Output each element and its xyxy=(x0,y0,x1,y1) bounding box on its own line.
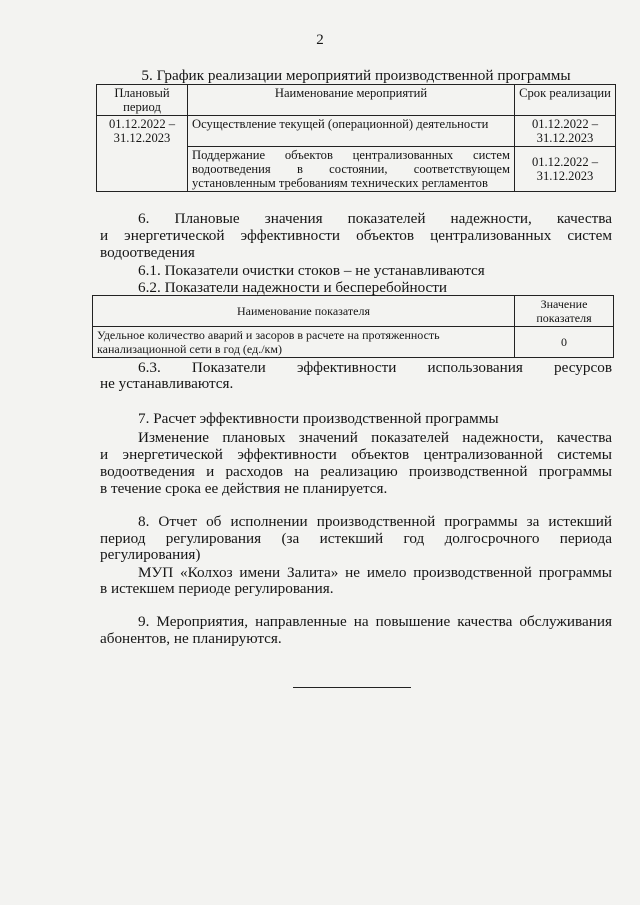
schedule-table xyxy=(96,84,616,192)
table-row xyxy=(97,116,616,147)
indicator-value-cell: 0 xyxy=(515,327,614,358)
section6-item-2: 6.2. Показатели надежности и бесперебойности xyxy=(138,279,448,296)
section6-item-3-line2: не устанавливаются. xyxy=(100,375,234,392)
indicator-name-cell: Удельное количество аварий и засоров в расчете на протяженность канализационной сети в год (ед./км) xyxy=(93,327,515,358)
header-activity: Наименование мероприятий xyxy=(188,85,515,116)
section7-line1: Изменение плановых значений показателей надежности, качества xyxy=(138,429,612,446)
term-cell: 01.12.2022 – 31.12.2023 xyxy=(515,116,616,147)
section6-title-line2: и энергетической эффективности объектов централизованных систем xyxy=(100,227,612,244)
reliability-table xyxy=(92,295,614,358)
table-header-row xyxy=(93,296,614,327)
section7-line3: водоотведения и расходов на реализацию производственной программы xyxy=(100,463,612,480)
table-header-row xyxy=(97,85,616,116)
section8-line2: период регулирования (за истекший год долгосрочного периода xyxy=(100,530,612,547)
table-row xyxy=(93,327,614,358)
end-divider xyxy=(293,687,411,688)
period-cell: 01.12.2022 – 31.12.2023 xyxy=(97,116,188,192)
header-indicator-value: Значение показателя xyxy=(515,296,614,327)
header-term: Срок реализации xyxy=(515,85,616,116)
section6-title-line1: 6. Плановые значения показателей надежности, качества xyxy=(138,210,612,227)
section8-line3: регулирования) xyxy=(100,546,201,563)
term-cell: 01.12.2022 – 31.12.2023 xyxy=(515,147,616,192)
section6-title-line3: водоотведения xyxy=(100,244,195,261)
section9-line1: 9. Мероприятия, направленные на повышение качества обслуживания xyxy=(138,613,612,630)
activity-cell: Поддержание объектов централизованных систем водоотведения в состоянии, соответствующем установленным требованиям технических регламентов xyxy=(188,147,515,192)
section6-item-1: 6.1. Показатели очистки стоков – не устанавливаются xyxy=(138,262,485,279)
section7-line4: в течение срока ее действия не планируется. xyxy=(100,480,388,497)
page-number: 2 xyxy=(316,32,324,48)
section8-line4: МУП «Колхоз имени Залита» не имело производственной программы xyxy=(138,564,612,581)
section7-line2: и энергетической эффективности объектов централизованной системы xyxy=(100,446,612,463)
header-period: Плановый период xyxy=(97,85,188,116)
activity-cell: Осуществление текущей (операционной) деятельности xyxy=(188,116,515,147)
section8-line5: в истекшем периоде регулирования. xyxy=(100,580,334,597)
header-indicator-name: Наименование показателя xyxy=(93,296,515,327)
section6-item-3-line1: 6.3. Показатели эффективности использования ресурсов xyxy=(138,359,612,376)
section5-title: 5. График реализации мероприятий производственной программы xyxy=(141,67,571,84)
section8-line1: 8. Отчет об исполнении производственной программы за истекший xyxy=(138,513,612,530)
section7-title: 7. Расчет эффективности производственной программы xyxy=(138,410,499,427)
section9-line2: абонентов, не планируются. xyxy=(100,630,282,647)
